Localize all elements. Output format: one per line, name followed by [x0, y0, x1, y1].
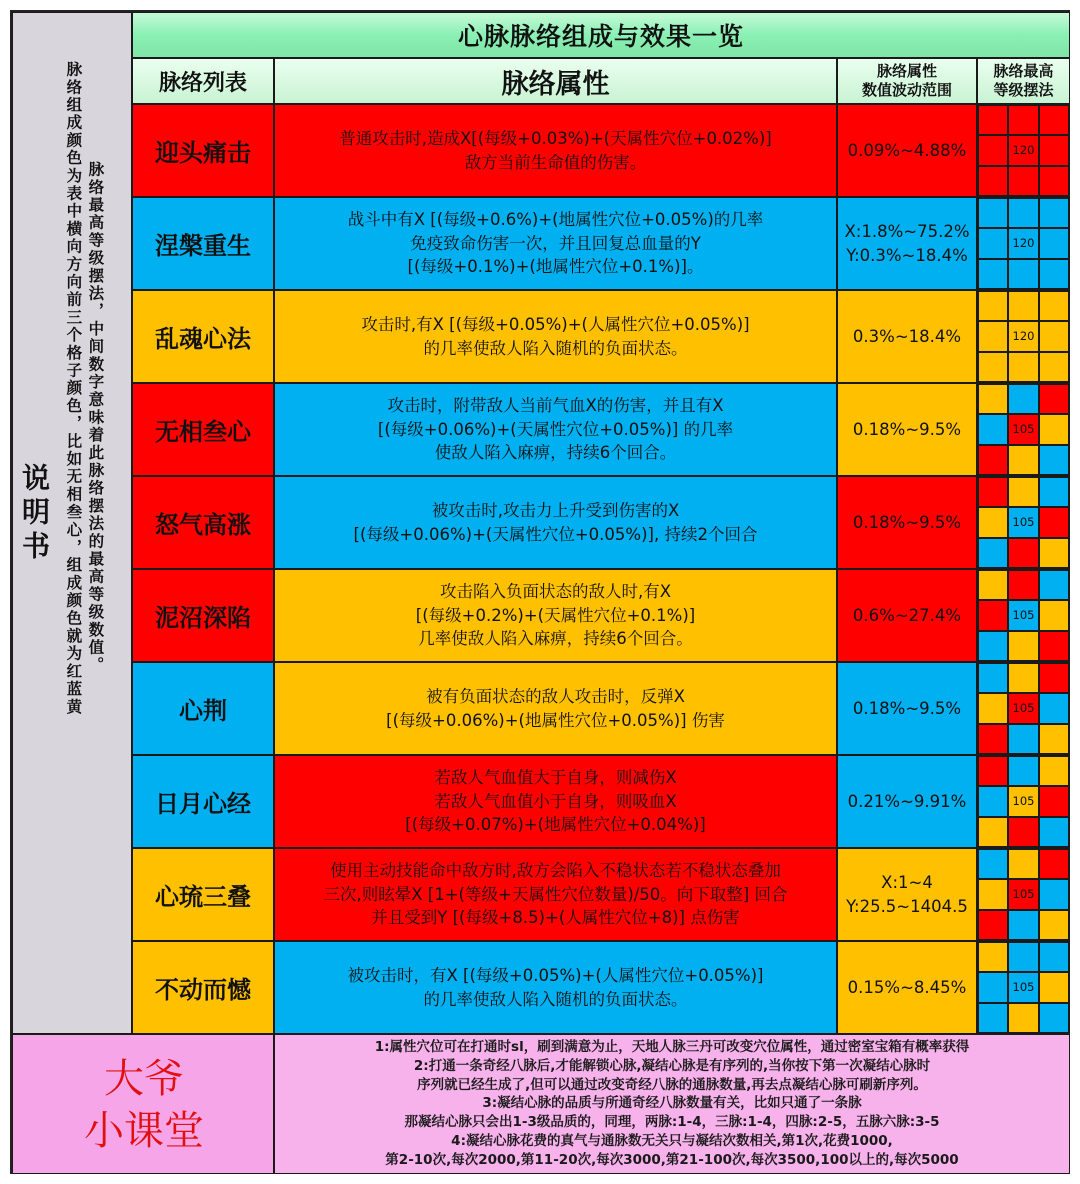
- grid-square: [978, 228, 1008, 258]
- effect-line: 攻击陷入负面状态的敌人时,有X: [439, 581, 672, 601]
- grid-square: [1039, 507, 1069, 537]
- grid-square: [1008, 849, 1038, 879]
- meridian-name: 无相叁心: [155, 418, 251, 446]
- effect-line: 三次,则眩晕X [1+(等级+天属性穴位数量)/50。向下取整] 回合: [323, 884, 788, 904]
- effect-line: 使用主动技能命中敌方时,敌方会陷入不稳状态若不稳状态叠加: [330, 860, 781, 880]
- effect-line: 战斗中有X [(每级+0.6%)+(地属性穴位+0.05%)的几率: [347, 209, 764, 229]
- grid-square: [978, 259, 1008, 289]
- layout-grid: [977, 569, 1070, 662]
- grid-square: [1039, 817, 1069, 847]
- meridian-effect-cell: [274, 383, 837, 476]
- meridian-name-cell: [132, 662, 274, 755]
- grid-square: [1039, 477, 1069, 507]
- grid-center-square: 105: [1008, 414, 1038, 444]
- grid-center-square: 105: [1008, 786, 1038, 816]
- range-value: X:1~4: [881, 873, 933, 893]
- grid-square: [1008, 166, 1038, 196]
- page-title: 心脉脉络组成与效果一览: [132, 12, 1070, 58]
- header-range: [837, 58, 977, 104]
- layout-grid: [977, 383, 1070, 476]
- effect-line: 几率使敌人陷入麻痹，持续6个回合。: [418, 629, 693, 649]
- meridian-name: 涅槃重生: [155, 232, 251, 260]
- grid-square: [1039, 445, 1069, 475]
- header-grid-line: 脉络最高: [993, 61, 1054, 80]
- meridian-name: 乱魂心法: [155, 325, 251, 353]
- instructions-title: 说明书: [18, 463, 51, 565]
- meridian-name: 日月心经: [155, 790, 251, 818]
- grid-square: [978, 817, 1008, 847]
- grid-square: [1039, 105, 1069, 135]
- header-grid-line: 等级摆法: [993, 81, 1054, 99]
- grid-square: [978, 166, 1008, 196]
- value-range-cell: [837, 290, 977, 383]
- effect-line: 敌方当前生命值的伤害。: [464, 152, 647, 172]
- layout-grid: [977, 197, 1070, 290]
- effect-line: 的几率使敌人陷入随机的负面状态。: [423, 989, 688, 1009]
- grid-square: [978, 631, 1008, 661]
- range-value: 0.18%~9.5%: [852, 512, 962, 532]
- grid-square: [978, 663, 1008, 693]
- meridian-effect-cell: [274, 476, 837, 569]
- meridian-name: 泥沼深陷: [155, 604, 251, 632]
- value-range-cell: [837, 104, 977, 197]
- meridian-name-cell: [132, 290, 274, 383]
- meridian-name-cell: [132, 569, 274, 662]
- grid-square: [1039, 724, 1069, 754]
- grid-square: [1039, 631, 1069, 661]
- grid-square: [1039, 414, 1069, 444]
- grid-square: [978, 384, 1008, 414]
- grid-square: [1008, 631, 1038, 661]
- grid-square: [1039, 228, 1069, 258]
- brand-logo-text: [13, 1053, 275, 1157]
- grid-center-square: 105: [1008, 693, 1038, 723]
- grid-square: [1008, 384, 1038, 414]
- effect-line: 若敌人气血值大于自身，则减伤X: [434, 767, 677, 787]
- grid-square: [978, 445, 1008, 475]
- grid-center-square: 120: [1008, 228, 1038, 258]
- grid-square: [1039, 879, 1069, 909]
- header-grid: [977, 58, 1070, 104]
- grid-square: [1039, 693, 1069, 723]
- grid-square: [1008, 1003, 1038, 1033]
- note-line: 2:打通一条奇经八脉后,才能解锁心脉,凝结心脉是有序列的,当你按下第一次凝结心脉时: [413, 1057, 931, 1074]
- effect-line: 被攻击时,攻击力上升受到伤害的X: [431, 500, 680, 520]
- effect-line: 的几率使敌人陷入随机的负面状态。: [423, 338, 688, 358]
- grid-square: [978, 507, 1008, 537]
- effect-line: [(每级+0.06%)+(天属性穴位+0.05%)] 的几率: [377, 419, 734, 439]
- layout-grid: [977, 755, 1070, 848]
- effect-line: [(每级+0.2%)+(天属性穴位+0.1%)]: [415, 605, 696, 625]
- grid-square: [1008, 259, 1038, 289]
- grid-center-square: 105: [1008, 972, 1038, 1002]
- grid-square: [1039, 384, 1069, 414]
- meridian-name: 不动而憾: [155, 976, 251, 1004]
- grid-square: [978, 693, 1008, 723]
- grid-square: [1008, 756, 1038, 786]
- grid-square: [1039, 849, 1069, 879]
- meridian-name: 心荆: [179, 697, 227, 725]
- grid-square: [1039, 1003, 1069, 1033]
- grid-center-square: 120: [1008, 135, 1038, 165]
- grid-square: [978, 1003, 1008, 1033]
- grid-square: [1039, 198, 1069, 228]
- brand-line: 大爷: [104, 1056, 184, 1102]
- effect-line: [(每级+0.06%)+(天属性穴位+0.05%)], 持续2个回合: [353, 524, 758, 544]
- range-value: X:1.8%~75.2%: [844, 222, 970, 242]
- value-range-cell: [837, 662, 977, 755]
- grid-center-square: 105: [1008, 600, 1038, 630]
- effect-line: 被有负面状态的敌人攻击时，反弹X: [426, 686, 685, 706]
- grid-square: [1039, 910, 1069, 940]
- grid-center-square: 105: [1008, 879, 1038, 909]
- grid-square: [1039, 291, 1069, 321]
- instruction-color-note: 脉络组成颜色为表中横向方向前三个格子颜色，比如无相叁心，组成颜色就为红蓝黄: [64, 61, 83, 716]
- grid-square: [1039, 786, 1069, 816]
- range-value: 0.09%~4.88%: [847, 140, 967, 160]
- range-value: 0.18%~9.5%: [852, 419, 962, 439]
- meridian-name-cell: [132, 941, 274, 1034]
- effect-line: 被攻击时，有X [(每级+0.05%)+(人属性穴位+0.05%)]: [347, 965, 764, 985]
- meridian-name-cell: [132, 383, 274, 476]
- grid-square: [978, 724, 1008, 754]
- meridian-name: 迎头痛击: [155, 139, 251, 167]
- grid-center-square: 120: [1008, 321, 1038, 351]
- grid-square: [1008, 445, 1038, 475]
- range-value: Y:25.5~1404.5: [846, 896, 968, 916]
- value-range-cell: [837, 941, 977, 1034]
- header-range-line: 脉络属性: [876, 61, 937, 80]
- info-sheet: [10, 10, 1070, 1174]
- grid-square: [978, 291, 1008, 321]
- meridian-name-cell: [132, 197, 274, 290]
- grid-center-square: 105: [1008, 507, 1038, 537]
- meridian-effect-cell: [274, 941, 837, 1034]
- grid-square: [978, 942, 1008, 972]
- instruction-grid-note: 脉络最高等级摆法，中间数字意味着此脉络摆法的最高等级数值。: [86, 161, 105, 675]
- effect-line: 若敌人气血值小于自身，则吸血X: [434, 791, 677, 811]
- grid-square: [978, 477, 1008, 507]
- grid-square: [978, 600, 1008, 630]
- grid-square: [1039, 259, 1069, 289]
- grid-square: [1039, 570, 1069, 600]
- grid-square: [1039, 352, 1069, 382]
- note-line: 第2-10次,每次2000,第11-20次,每次3000,第21-100次,每次3500,100以上的,每次5000: [385, 1151, 959, 1168]
- range-value: 0.21%~9.91%: [847, 791, 967, 811]
- grid-square: [1008, 910, 1038, 940]
- note-line: 1:属性穴位可在打通时sl，刷到满意为止，天地人脉三丹可改变穴位属性，通过密室宝箱有概率获得: [374, 1039, 970, 1055]
- effect-line: 普通攻击时,造成X[(每级+0.03%)+(天属性穴位+0.02%)]: [339, 128, 772, 148]
- grid-square: [978, 414, 1008, 444]
- layout-grid: [977, 662, 1070, 755]
- grid-square: [978, 570, 1008, 600]
- grid-square: [978, 879, 1008, 909]
- note-line: 4:凝结心脉花费的真气与通脉数无关只与凝结次数相关,第1次,花费1000,: [451, 1132, 893, 1149]
- header-range-line: 数值波动范围: [861, 81, 952, 99]
- header-attr: 脉络属性: [274, 58, 837, 104]
- grid-square: [1039, 600, 1069, 630]
- range-value: 0.18%~9.5%: [852, 698, 962, 718]
- value-range-cell: [837, 197, 977, 290]
- grid-square: [978, 786, 1008, 816]
- brand-line: 小课堂: [84, 1108, 204, 1154]
- grid-square: [1039, 942, 1069, 972]
- meridian-effect-cell: [274, 290, 837, 383]
- meridian-effect-cell: [274, 848, 837, 941]
- note-line: 3:凝结心脉的品质与所通奇经八脉数量有关，比如只通了一条脉: [482, 1095, 862, 1112]
- grid-square: [978, 849, 1008, 879]
- grid-square: [1008, 291, 1038, 321]
- grid-square: [1039, 166, 1069, 196]
- grid-square: [978, 352, 1008, 382]
- meridian-effect-cell: [274, 662, 837, 755]
- effect-line: [(每级+0.1%)+(地属性穴位+0.1%)]。: [407, 257, 704, 277]
- meridian-effect-cell: [274, 569, 837, 662]
- grid-square: [1008, 942, 1038, 972]
- grid-square: [978, 756, 1008, 786]
- range-value: 0.3%~18.4%: [852, 326, 962, 346]
- grid-square: [1039, 321, 1069, 351]
- grid-square: [1008, 817, 1038, 847]
- note-line: 那凝结心脉只会出1-3级品质的，同理，两脉:1-4，三脉:1-4，四脉:2-5，五脉六脉:3-5: [404, 1114, 940, 1130]
- grid-square: [1039, 756, 1069, 786]
- value-range-cell: [837, 569, 977, 662]
- layout-grid: [977, 848, 1070, 941]
- brand-panel: [12, 1034, 274, 1174]
- grid-square: [1008, 570, 1038, 600]
- grid-square: [978, 538, 1008, 568]
- grid-square: [1008, 538, 1038, 568]
- grid-square: [978, 972, 1008, 1002]
- grid-square: [978, 321, 1008, 351]
- effect-line: 攻击时,有X [(每级+0.05%)+(人属性穴位+0.05%)]: [361, 314, 750, 334]
- instructions-sidebar: [12, 12, 132, 1034]
- layout-grid: [977, 476, 1070, 569]
- meridian-name-cell: [132, 476, 274, 569]
- grid-square: [978, 198, 1008, 228]
- grid-square: [1039, 135, 1069, 165]
- meridian-name-cell: [132, 755, 274, 848]
- grid-square: [1008, 477, 1038, 507]
- layout-grid: [977, 941, 1070, 1034]
- grid-square: [1008, 663, 1038, 693]
- value-range-cell: [837, 476, 977, 569]
- grid-square: [1008, 198, 1038, 228]
- grid-square: [1039, 538, 1069, 568]
- value-range-cell: [837, 848, 977, 941]
- grid-square: [978, 135, 1008, 165]
- grid-square: [1008, 352, 1038, 382]
- meridian-name-cell: [132, 104, 274, 197]
- effect-line: 使敌人陷入麻痹，持续6个回合。: [434, 443, 677, 463]
- range-value: 0.15%~8.45%: [847, 977, 967, 997]
- meridian-effect-cell: [274, 104, 837, 197]
- meridian-name: 怒气高涨: [155, 511, 251, 539]
- grid-square: [1008, 724, 1038, 754]
- range-value: 0.6%~27.4%: [852, 605, 962, 625]
- notes-list: [281, 1038, 1063, 1169]
- layout-grid: [977, 104, 1070, 197]
- meridian-name: 心琉三叠: [155, 883, 251, 911]
- effect-line: 免疫致命伤害一次，并且回复总血量的Y: [410, 233, 701, 253]
- note-line: 序列就已经生成了,但可以通过改变奇经八脉的通脉数量,再去点凝结心脉可刷新序列。: [417, 1076, 927, 1093]
- header-list: 脉络列表: [132, 58, 274, 104]
- notes-panel: [274, 1034, 1070, 1174]
- effect-line: [(每级+0.06%)+(地属性穴位+0.05%)] 伤害: [386, 710, 725, 730]
- grid-square: [1039, 663, 1069, 693]
- effect-line: 攻击时，附带敌人当前气血X的伤害，并且有X: [387, 395, 724, 415]
- meridian-effect-cell: [274, 197, 837, 290]
- layout-grid: [977, 290, 1070, 383]
- grid-square: [978, 910, 1008, 940]
- grid-square: [1008, 105, 1038, 135]
- range-value: Y:0.3%~18.4%: [846, 245, 968, 265]
- effect-line: 并且受到Y [(每级+8.5)+(人属性穴位+8)] 点伤害: [371, 908, 740, 928]
- meridian-name-cell: [132, 848, 274, 941]
- grid-square: [978, 105, 1008, 135]
- value-range-cell: [837, 755, 977, 848]
- grid-square: [1039, 972, 1069, 1002]
- effect-line: [(每级+0.07%)+(地属性穴位+0.04%)]: [405, 815, 706, 835]
- meridian-effect-cell: [274, 755, 837, 848]
- value-range-cell: [837, 383, 977, 476]
